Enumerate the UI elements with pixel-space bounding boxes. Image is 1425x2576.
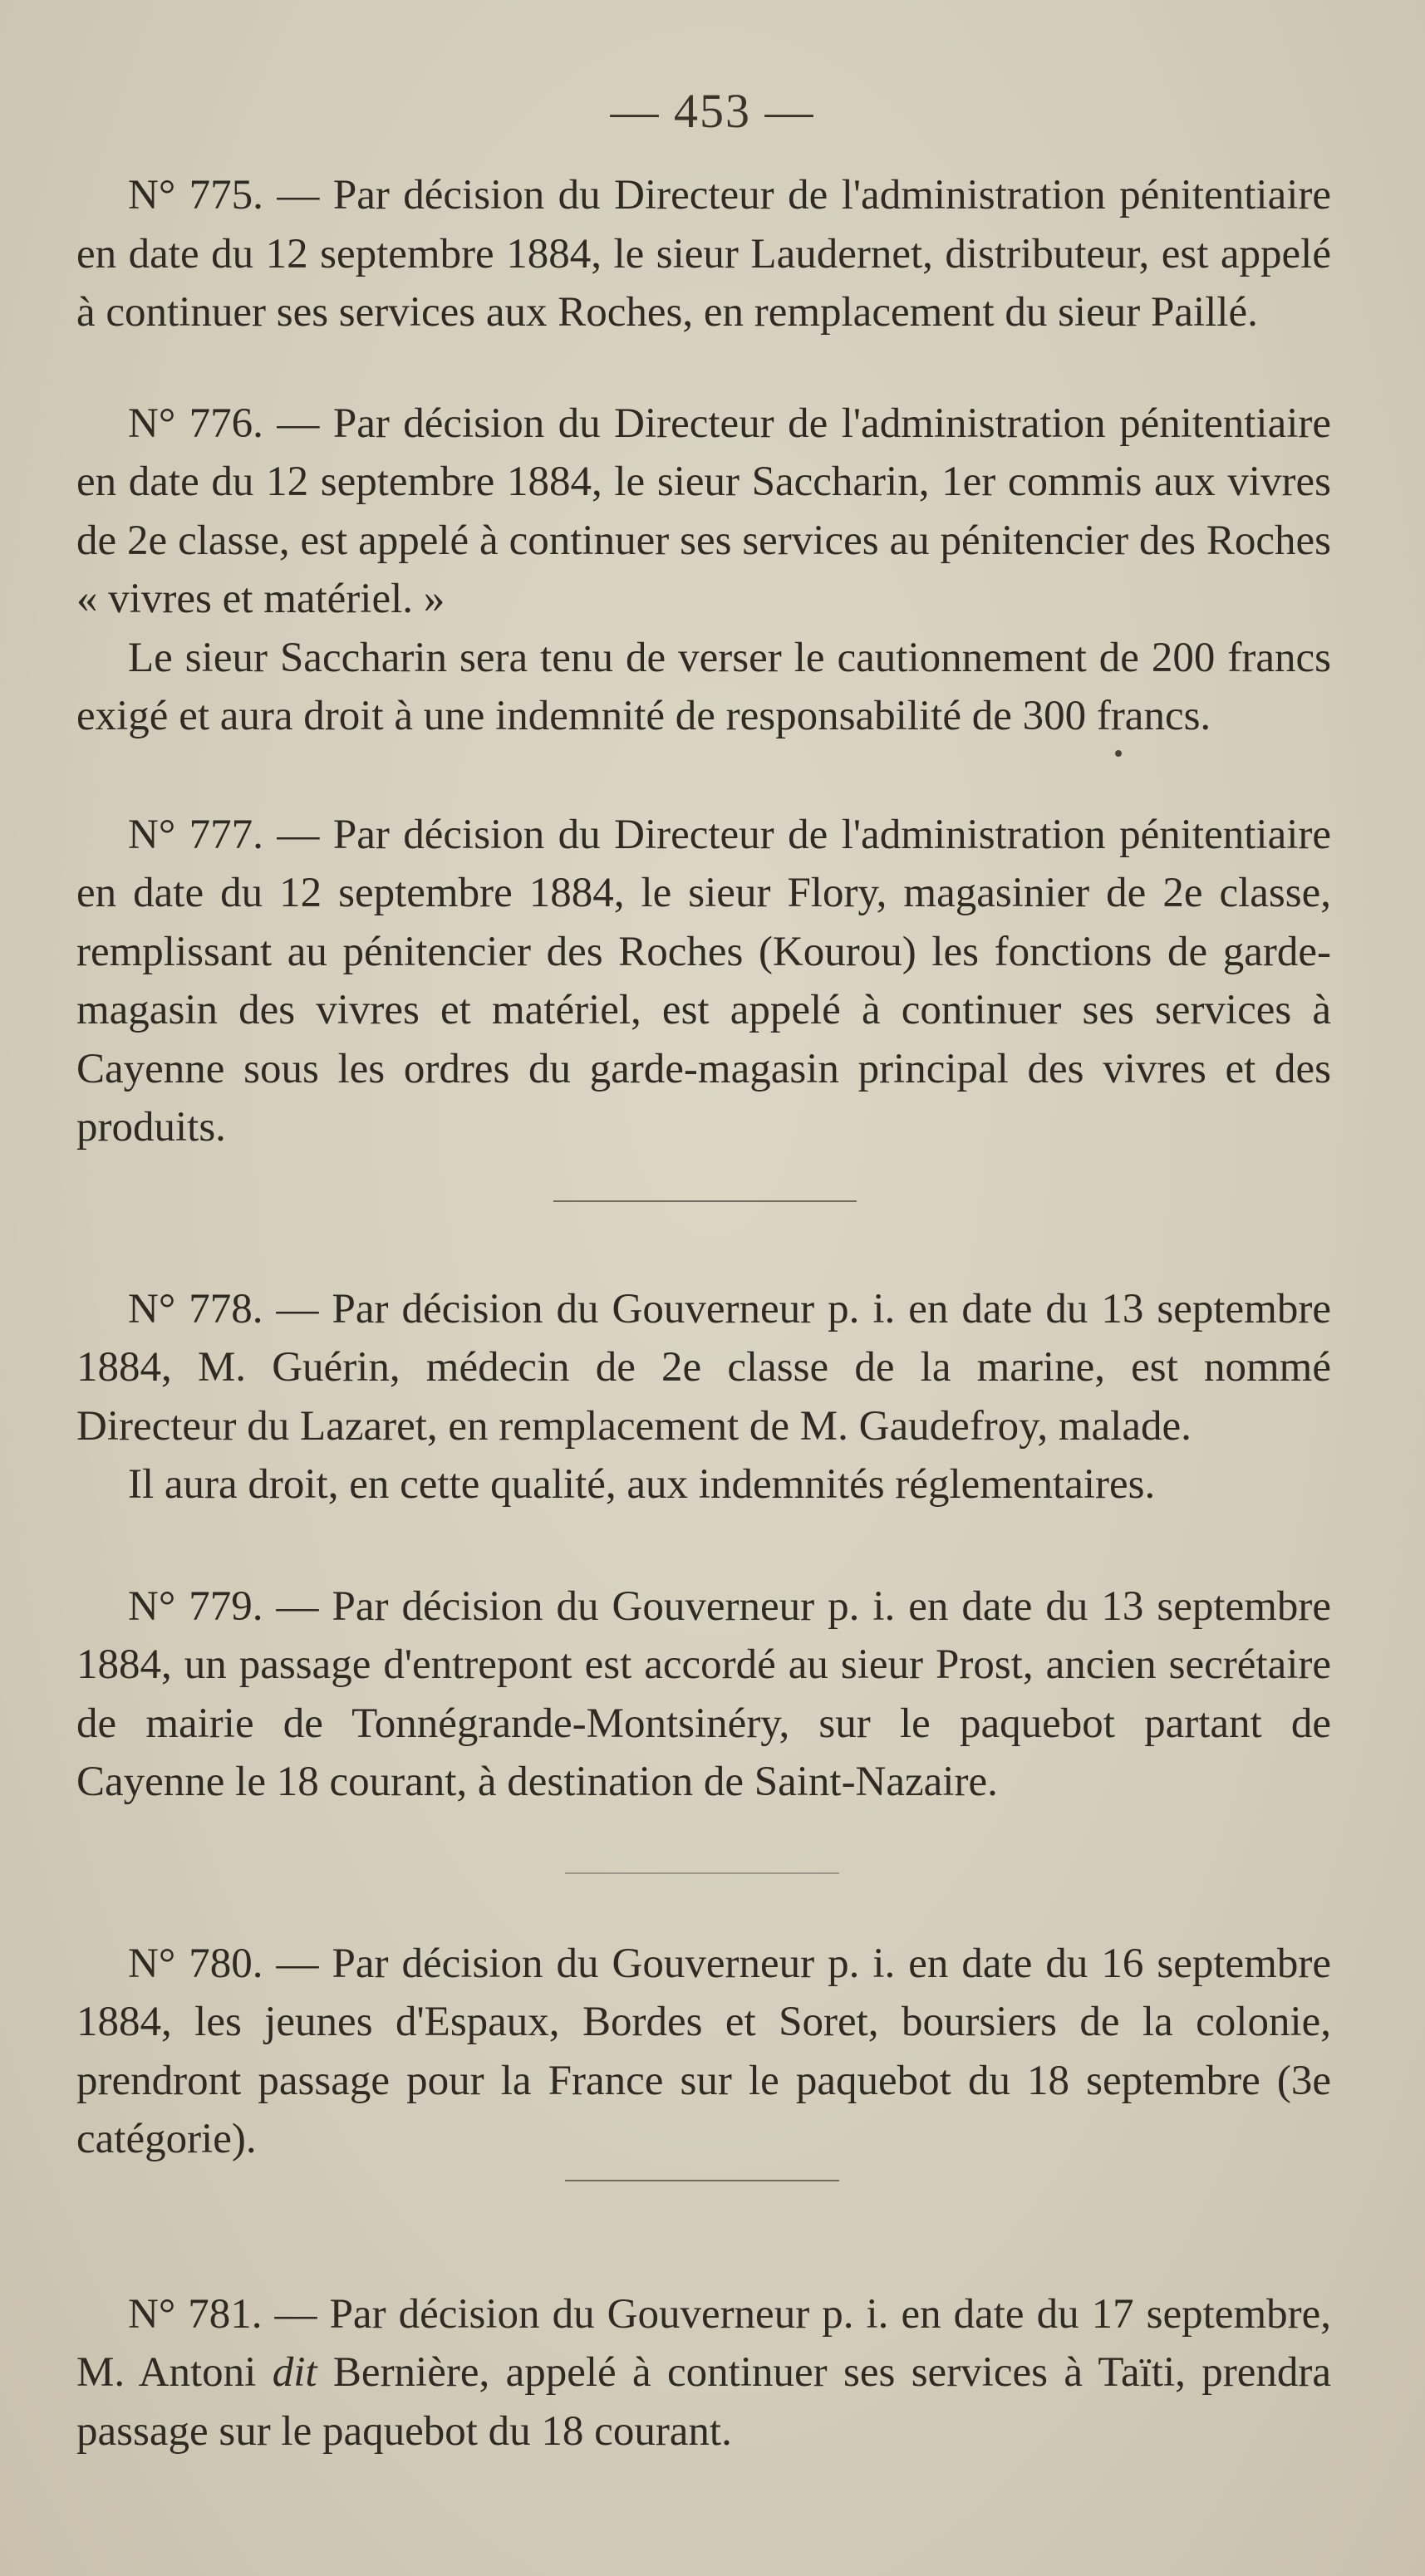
page-number: — 453 — [610, 84, 815, 138]
entry-781-text-before: N° 781. — Par décision du Gouverneur p. i. en date du 17 septembre, M. Antoni [76, 2290, 1331, 2396]
separator-rule [553, 1200, 857, 1202]
separator-rule [565, 1872, 839, 1874]
entry-781-italic-word: dit [272, 2349, 317, 2396]
entry-781 [76, 2285, 1331, 2461]
entry-775: N° 775. — Par décision du Directeur de l'administration pénitentiaire en date du 12 septembre 1884, le sieur Laudernet, distributeur, est appelé à continuer ses services aux Roches, en remplacement du sieur Paillé. [76, 172, 1331, 336]
entry-778: N° 778. — Par décision du Gouverneur p. i. en date du 13 septembre 1884, M. Guérin, médecin de 2e classe de la marine, est nommé Directeur du Lazaret, en remplacement de M. Gaudefroy, malade. [76, 1285, 1331, 1450]
entry-779: N° 779. — Par décision du Gouverneur p. i. en date du 13 septembre 1884, un passage d'entrepont est accordé au sieur Prost, ancien secrétaire de mairie de Tonnégrande-Montsinéry, sur le paquebot partant de Cayenne le 18 courant, à destination de Saint-Nazaire. [76, 1582, 1331, 1805]
entry-777: N° 777. — Par décision du Directeur de l'administration pénitentiaire en date du 12 septembre 1884, le sieur Flory, magasinier de 2e classe, remplissant au pénitencier des Roches (Kourou) les fonctions de garde-magasin des vivres et matériel, est appelé à continuer ses services à Cayenne sous les ordres du garde-magasin principal des vivres et des produits. [76, 811, 1331, 1151]
text-column [76, 166, 1331, 2461]
entry-781-text-after: Bernière, appelé à continuer ses services à Taïti, prendra passage sur le paquebot du 18 courant. [76, 2349, 1332, 2455]
entry-778-continuation: Il aura droit, en cette qualité, aux indemnités réglementaires. [128, 1461, 1156, 1508]
entry-776-continuation: Le sieur Saccharin sera tenu de verser le cautionnement de 200 francs exigé et aura droit à une indemnité de responsabilité de 300 francs. [76, 634, 1331, 739]
separator-rule [565, 2180, 839, 2181]
ink-speck [1115, 750, 1122, 757]
entry-780: N° 780. — Par décision du Gouverneur p. i. en date du 16 septembre 1884, les jeunes d'Espaux, Bordes et Soret, boursiers de la colonie, prendront passage pour la France sur le paquebot du 18 septembre (3e catégorie). [76, 1940, 1331, 2162]
entry-776: N° 776. — Par décision du Directeur de l'administration pénitentiaire en date du 12 septembre 1884, le sieur Saccharin, 1er commis aux vivres de 2e classe, est appelé à continuer ses services au pénitencier des Roches « vivres et matériel. » [76, 400, 1331, 622]
